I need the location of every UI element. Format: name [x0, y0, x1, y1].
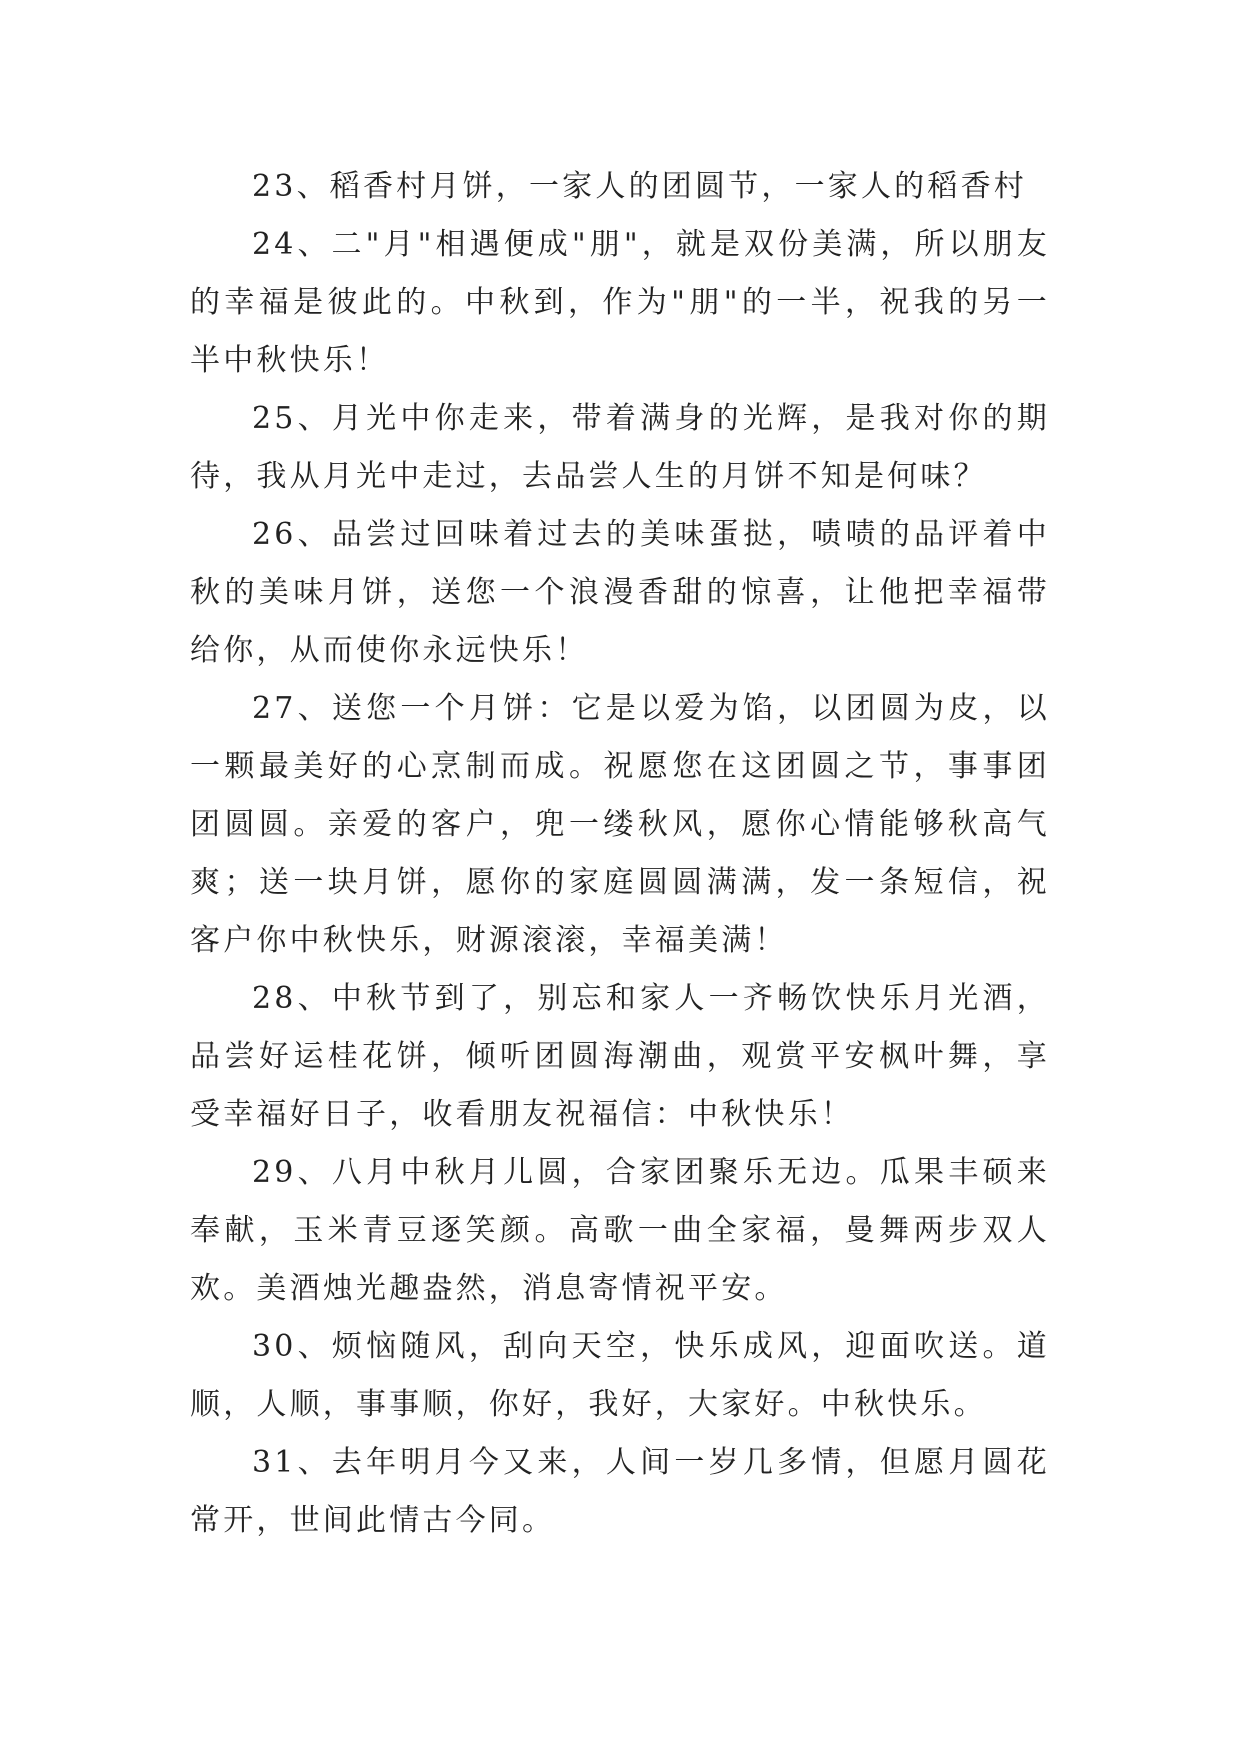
- paragraph-31: 31、去年明月今又来，人间一岁几多情，但愿月圆花常开，世间此情古今同。: [190, 1445, 1050, 1538]
- paragraph-30: 30、烦恼随风，刮向天空，快乐成风，迎面吹送。道顺，人顺，事事顺，你好，我好，大家好。中秋快乐。: [190, 1329, 1050, 1422]
- paragraph-27: 27、送您一个月饼：它是以爱为馅，以团圆为皮，以一颗最美好的心烹制而成。祝愿您在这团圆之节，事事团团圆圆。亲爱的客户，兜一缕秋风，愿你心情能够秋高气爽；送一块月饼，愿你的家庭圆圆满满，发一条短信，祝客户你中秋快乐，财源滚滚，幸福美满！: [190, 691, 1050, 958]
- document-body: [190, 158, 1050, 1550]
- paragraph-28: 28、中秋节到了，别忘和家人一齐畅饮快乐月光酒，品尝好运桂花饼，倾听团圆海潮曲，观赏平安枫叶舞，享受幸福好日子，收看朋友祝福信：中秋快乐！: [190, 981, 1050, 1132]
- paragraph-29: 29、八月中秋月儿圆，合家团聚乐无边。瓜果丰硕来奉献，玉米青豆逐笑颜。高歌一曲全家福，曼舞两步双人欢。美酒烛光趣盎然，消息寄情祝平安。: [190, 1155, 1050, 1306]
- paragraph-23: 23、稻香村月饼，一家人的团圆节，一家人的稻香村: [252, 169, 1027, 204]
- paragraph-24: 24、二"月"相遇便成"朋"，就是双份美满，所以朋友的幸福是彼此的。中秋到，作为"朋"的一半，祝我的另一半中秋快乐！: [190, 227, 1050, 378]
- paragraph-25: 25、月光中你走来，带着满身的光辉，是我对你的期待，我从月光中走过，去品尝人生的月饼不知是何味？: [190, 401, 1050, 494]
- paragraph-26: 26、品尝过回味着过去的美味蛋挞，啧啧的品评着中秋的美味月饼，送您一个浪漫香甜的惊喜，让他把幸福带给你，从而使你永远快乐！: [190, 517, 1050, 668]
